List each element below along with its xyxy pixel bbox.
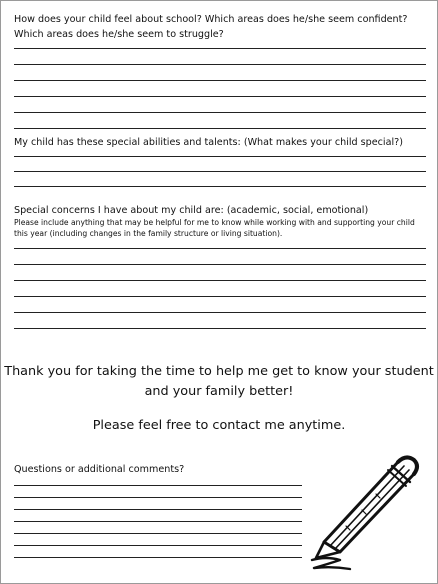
contact-line: Please feel free to contact me anytime. [92, 418, 346, 433]
answer-line[interactable] [14, 521, 302, 522]
answer-line[interactable] [14, 485, 302, 486]
answer-line[interactable] [14, 312, 426, 313]
answer-line[interactable] [14, 112, 426, 113]
answer-line[interactable] [14, 48, 426, 49]
answer-line[interactable] [14, 248, 426, 249]
answer-line[interactable] [14, 64, 426, 65]
answer-line[interactable] [14, 186, 426, 187]
answer-line[interactable] [14, 545, 302, 546]
answer-line[interactable] [14, 128, 426, 129]
answer-line[interactable] [14, 296, 426, 297]
answer-line[interactable] [14, 557, 302, 558]
answer-line[interactable] [14, 156, 426, 157]
comments-label: Questions or additional comments? [14, 464, 185, 475]
answer-line[interactable] [14, 509, 302, 510]
answer-line[interactable] [14, 96, 426, 97]
answer-line[interactable] [14, 80, 426, 81]
answer-line[interactable] [14, 171, 426, 172]
thanks-line-2: and your family better! [144, 384, 294, 399]
thanks-line-1: Thank you for taking the time to help me get to know your student [4, 364, 434, 379]
answer-line[interactable] [14, 264, 426, 265]
concerns-question: Special concerns I have about my child are: (academic, social, emotional) [14, 205, 369, 216]
answer-line[interactable] [14, 328, 426, 329]
feelings-question: How does your child feel about school? Which areas does he/she seem confident? Which areas does he/she seem to struggle? [14, 14, 408, 40]
answer-line[interactable] [14, 280, 426, 281]
answer-line[interactable] [14, 497, 302, 498]
answer-line[interactable] [14, 533, 302, 534]
concerns-note: Please include anything that may be helpful for me to know while working with and supporting your child this year (including changes in the family structure or living situation). [14, 218, 415, 238]
pencil-icon [306, 448, 430, 572]
talents-question: My child has these special abilities and talents: (What makes your child special?) [14, 137, 403, 148]
